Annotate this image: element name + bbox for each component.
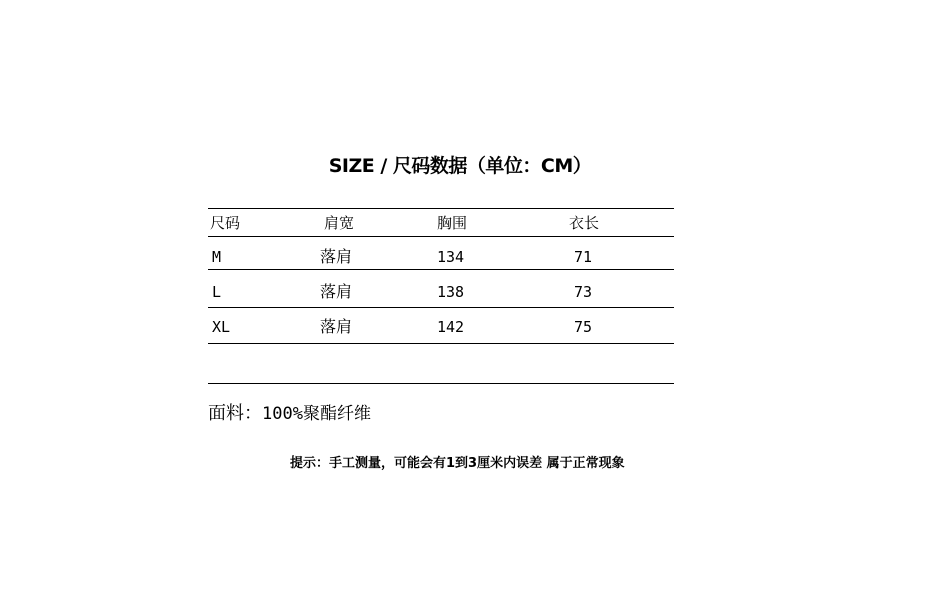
row-xl-length: 75 bbox=[574, 318, 593, 336]
material-line bbox=[208, 403, 371, 425]
row-l-chest: 138 bbox=[437, 283, 465, 301]
header-size: 尺码 bbox=[210, 214, 241, 232]
table-bottom-rule bbox=[208, 383, 674, 384]
header-chest: 胸围 bbox=[437, 214, 468, 232]
row-rule bbox=[208, 343, 674, 344]
row-rule bbox=[208, 269, 674, 270]
header-shoulder: 肩宽 bbox=[324, 214, 355, 232]
row-m-size: M bbox=[212, 248, 222, 266]
row-xl-shoulder: 落肩 bbox=[320, 317, 353, 336]
size-chart-title: SIZE / 尺码数据（单位：CM） bbox=[328, 155, 592, 177]
row-l-length: 73 bbox=[574, 283, 593, 301]
row-m-chest: 134 bbox=[437, 248, 465, 266]
header-rule bbox=[208, 236, 674, 237]
row-m-shoulder: 落肩 bbox=[320, 247, 353, 266]
material-label: 面料： bbox=[208, 403, 262, 424]
row-l-size: L bbox=[212, 283, 222, 301]
table-top-rule bbox=[208, 208, 674, 209]
material-value: 100%聚酯纤维 bbox=[262, 404, 371, 424]
row-xl-chest: 142 bbox=[437, 318, 465, 336]
measurement-note: 提示：手工测量，可能会有1到3厘米内误差 属于正常现象 bbox=[290, 456, 625, 471]
row-m-length: 71 bbox=[574, 248, 593, 266]
row-l-shoulder: 落肩 bbox=[320, 282, 353, 301]
header-length: 衣长 bbox=[569, 214, 600, 232]
row-xl-size: XL bbox=[212, 318, 231, 336]
row-rule bbox=[208, 307, 674, 308]
